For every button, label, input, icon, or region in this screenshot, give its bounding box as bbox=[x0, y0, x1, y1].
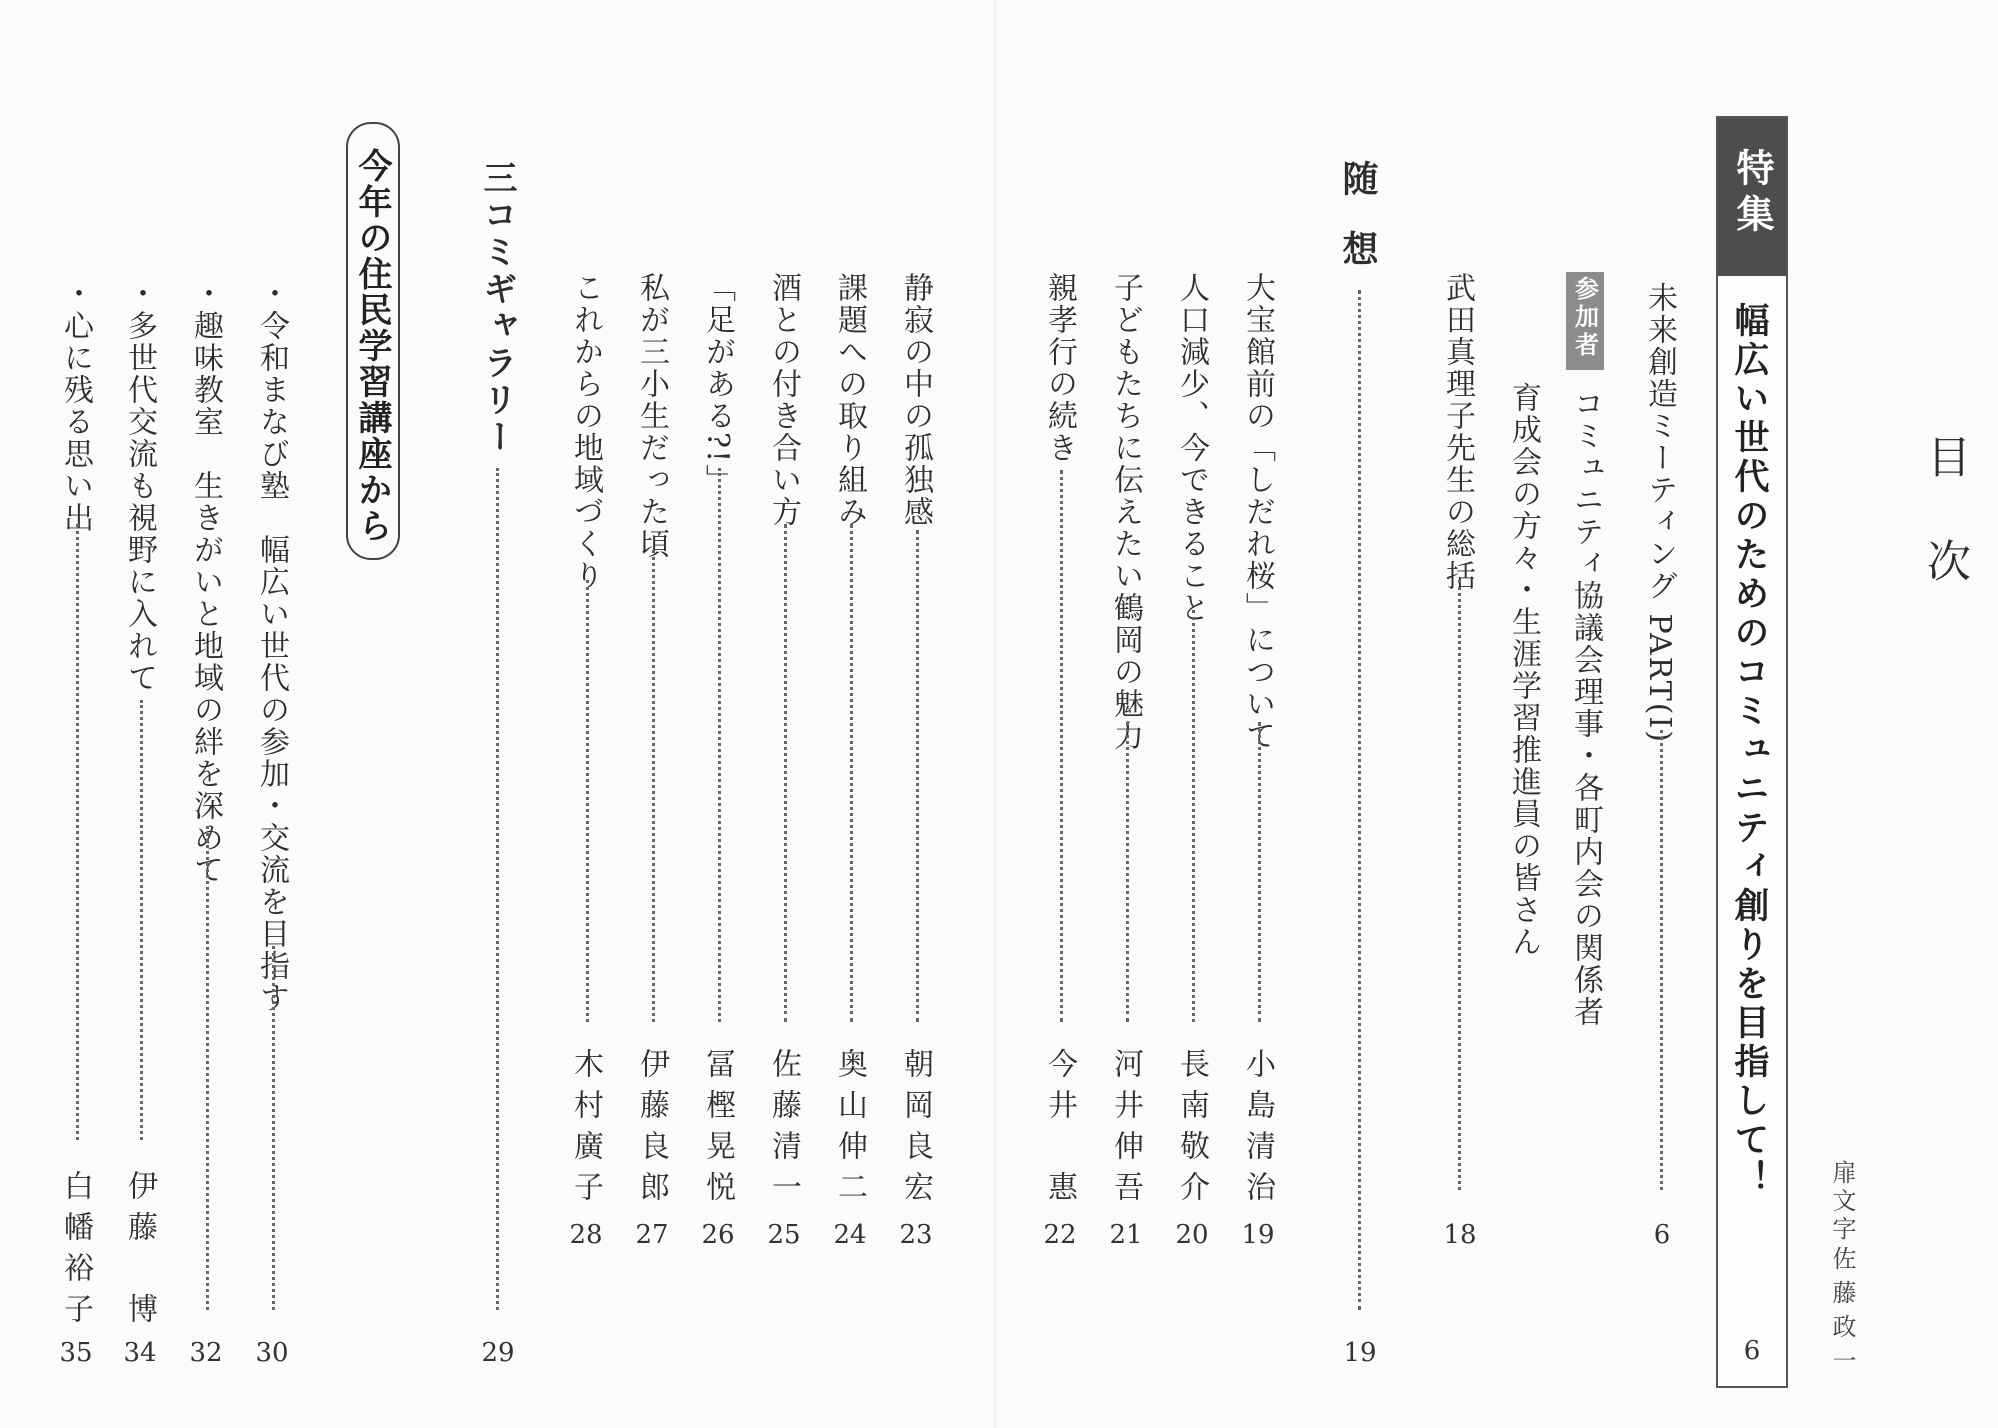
dot-leader bbox=[916, 530, 919, 1022]
page-number: 26 bbox=[701, 1220, 735, 1250]
page-number: 35 bbox=[59, 1338, 93, 1368]
entry-title: 未来創造ミーティング PART(I) bbox=[1642, 282, 1677, 744]
page-number: 19 bbox=[1343, 1338, 1377, 1368]
entry-title: 親孝行の続き bbox=[1042, 272, 1077, 464]
dot-leader bbox=[718, 468, 721, 1022]
tobira-name: 佐藤政一 bbox=[1828, 1246, 1856, 1382]
participants-badge: 参加者 bbox=[1566, 272, 1604, 370]
page-number: 22 bbox=[1043, 1220, 1077, 1250]
dot-leader bbox=[652, 550, 655, 1022]
entry-author: 小島清治 bbox=[1240, 1048, 1275, 1212]
dot-leader bbox=[784, 524, 787, 1022]
page-number: 18 bbox=[1443, 1220, 1477, 1250]
page-number: 30 bbox=[255, 1338, 289, 1368]
page-number: 24 bbox=[833, 1220, 867, 1250]
tobira-label: 扉文字 bbox=[1828, 1160, 1856, 1244]
entry-author: 長南敬介 bbox=[1174, 1048, 1209, 1212]
page-number: 6 bbox=[1653, 1220, 1671, 1250]
entry-author: 伊藤良郎 bbox=[634, 1048, 669, 1212]
page-number: 34 bbox=[123, 1338, 157, 1368]
dot-leader bbox=[1060, 470, 1063, 1022]
toc-heading: 目次 bbox=[1919, 434, 1970, 642]
entry-author: 佐藤清一 bbox=[766, 1048, 801, 1212]
feature-tab bbox=[1718, 118, 1786, 276]
dot-leader bbox=[496, 468, 499, 1310]
page-number: 27 bbox=[635, 1220, 669, 1250]
entry-title: これからの地域づくり bbox=[568, 272, 603, 592]
entry-title: ・多世代交流も視野に入れて bbox=[122, 278, 157, 694]
page-number: 6 bbox=[1743, 1336, 1761, 1366]
page-number: 23 bbox=[899, 1220, 933, 1250]
page-number: 20 bbox=[1175, 1220, 1209, 1250]
entry-author: 冨樫晃悦 bbox=[700, 1048, 735, 1212]
entry-title: 課題への取り組み bbox=[832, 272, 867, 528]
dot-leader bbox=[850, 524, 853, 1022]
feature-box bbox=[1716, 116, 1788, 1388]
page-number: 32 bbox=[189, 1338, 223, 1368]
dot-leader bbox=[1192, 610, 1195, 1022]
entry-title: 「足がある?!」 bbox=[700, 272, 735, 497]
entry-title: 大宝館前の「しだれ桜」について bbox=[1240, 272, 1275, 752]
lectures-heading-box bbox=[346, 122, 400, 560]
lectures-heading: 今年の住民学習講座から bbox=[352, 148, 392, 544]
entry-title: 私が三小生だった頃 bbox=[634, 272, 669, 560]
entry-author: 白幡裕子 bbox=[58, 1170, 93, 1334]
page-number: 21 bbox=[1109, 1220, 1143, 1250]
feature-title[interactable]: 幅広い世代のためのコミュニティ創りを目指して！ bbox=[1729, 302, 1770, 1199]
essays-heading: 随想 bbox=[1337, 160, 1379, 300]
feature-tab-label: 特集 bbox=[1730, 148, 1775, 240]
entry-title: ・心に残る思い出 bbox=[58, 278, 93, 534]
entry-author: 伊藤 博 bbox=[122, 1170, 157, 1334]
dot-leader bbox=[1660, 730, 1663, 1190]
entry-title: ・令和まなび塾 幅広い世代の参加・交流を目指す bbox=[254, 278, 289, 1014]
entry-author: 今井 惠 bbox=[1042, 1048, 1077, 1212]
page-divider bbox=[994, 0, 996, 1428]
dot-leader bbox=[1458, 580, 1461, 1190]
entry-title: 人口減少、今できること bbox=[1174, 272, 1209, 624]
entry-title: 武田真理子先生の総括 bbox=[1440, 272, 1475, 592]
dot-leader bbox=[1358, 290, 1361, 1310]
entry-author: 木村廣子 bbox=[568, 1048, 603, 1212]
gallery-title: 三コミギャラリー bbox=[477, 160, 517, 456]
page-number: 19 bbox=[1241, 1220, 1275, 1250]
participants-line-1: コミュニティ協議会理事・各町内会の関係者 bbox=[1568, 388, 1603, 1028]
dot-leader bbox=[76, 524, 79, 1140]
participants-line-2: 育成会の方々・生涯学習推進員の皆さん bbox=[1506, 382, 1541, 958]
entry-title: 子どもたちに伝えたい鶴岡の魅力 bbox=[1108, 272, 1143, 752]
dot-leader bbox=[1126, 722, 1129, 1022]
page-number: 25 bbox=[767, 1220, 801, 1250]
entry-author: 奥山伸二 bbox=[832, 1048, 867, 1212]
entry-title: 酒との付き合い方 bbox=[766, 272, 801, 528]
entry-title: 静寂の中の孤独感 bbox=[898, 272, 933, 528]
dot-leader bbox=[206, 826, 209, 1310]
entry-title: ・趣味教室 生きがいと地域の絆を深めて bbox=[188, 278, 223, 886]
dot-leader bbox=[586, 580, 589, 1022]
dot-leader bbox=[1258, 722, 1261, 1022]
dot-leader bbox=[140, 700, 143, 1140]
page-number: 28 bbox=[569, 1220, 603, 1250]
entry-author: 河井伸吾 bbox=[1108, 1048, 1143, 1212]
entry-author: 朝岡良宏 bbox=[898, 1048, 933, 1212]
page-number: 29 bbox=[481, 1338, 515, 1368]
dot-leader bbox=[272, 946, 275, 1310]
